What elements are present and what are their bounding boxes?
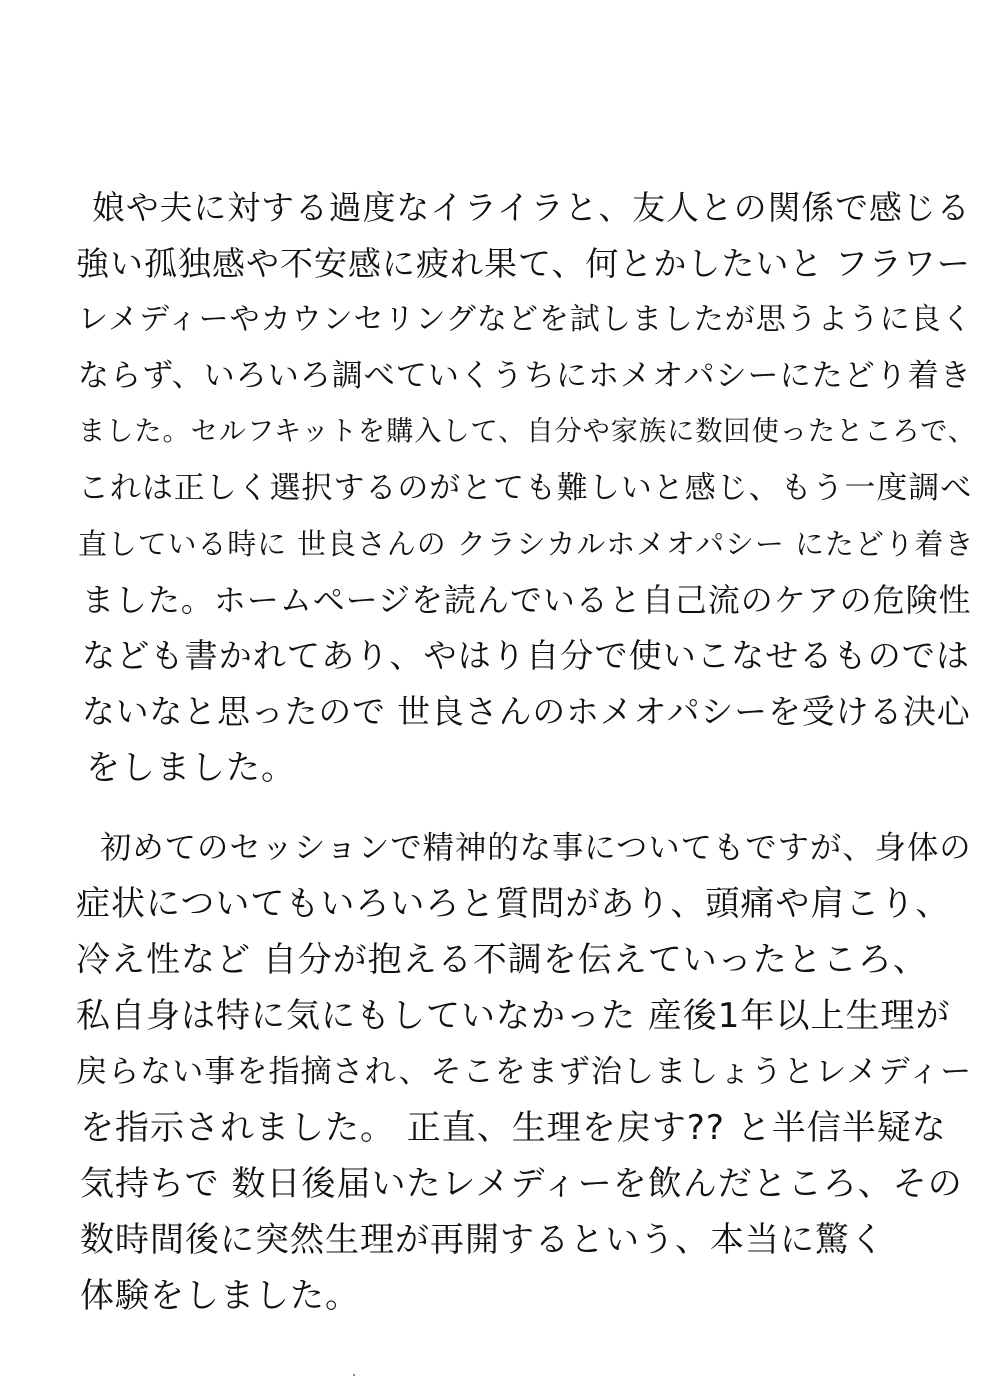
text-line: を指示されました。 正直、生理を戻す?? と半信半疑な <box>80 1108 947 1148</box>
text-line: 冷え性など 自分が抱える不調を伝えていったところ、 <box>76 940 928 980</box>
text-line: 娘や夫に対する過度なイライラと、友人との関係で感じる <box>92 189 971 227</box>
text-line: ならず、いろいろ調べていくうちにホメオパシーにたどり着き <box>78 358 972 394</box>
paper-speck <box>353 1374 355 1376</box>
text-line: 私自身は特に気にもしていなかった 産後1年以上生理が <box>76 996 951 1036</box>
text-line: 初めてのセッションで精神的な事についてもですが、身体の <box>100 830 972 866</box>
text-line: ました。ホームページを読んでいると自己流のケアの危険性 <box>82 581 972 619</box>
text-line: レメディーやカウンセリングなどを試しましたが思うように良く <box>78 302 973 337</box>
text-line: これは正しく選択するのがとても難しいと感じ、もう一度調べ <box>78 470 973 506</box>
text-line: 体験をしました。 <box>80 1276 360 1316</box>
text-line: 症状についてもいろいろと質問があり、頭痛や肩こり、 <box>76 884 951 924</box>
text-line: 直している時に 世良さんの クラシカルホメオパシー にたどり着き <box>78 527 975 561</box>
text-line: 気持ちで 数日後届いたレメディーを飲んだところ、その <box>80 1164 963 1204</box>
text-line: ないなと思ったので 世良さんのホメオパシーを受ける決心 <box>82 693 971 731</box>
text-line: をしました。 <box>86 748 296 788</box>
text-line: 強い孤独感や不安感に疲れ果て、何とかしたいと フラワー <box>76 244 971 283</box>
text-line: なども書かれてあり、やはり自分で使いこなせるものでは <box>82 636 971 675</box>
text-line: 戻らない事を指摘され、そこをまず治しましょうとレメディー <box>76 1054 973 1090</box>
text-line: 数時間後に突然生理が再開するという、本当に驚く <box>80 1220 885 1260</box>
text-line: ました。セルフキットを購入して、自分や家族に数回使ったところで、 <box>78 416 977 447</box>
